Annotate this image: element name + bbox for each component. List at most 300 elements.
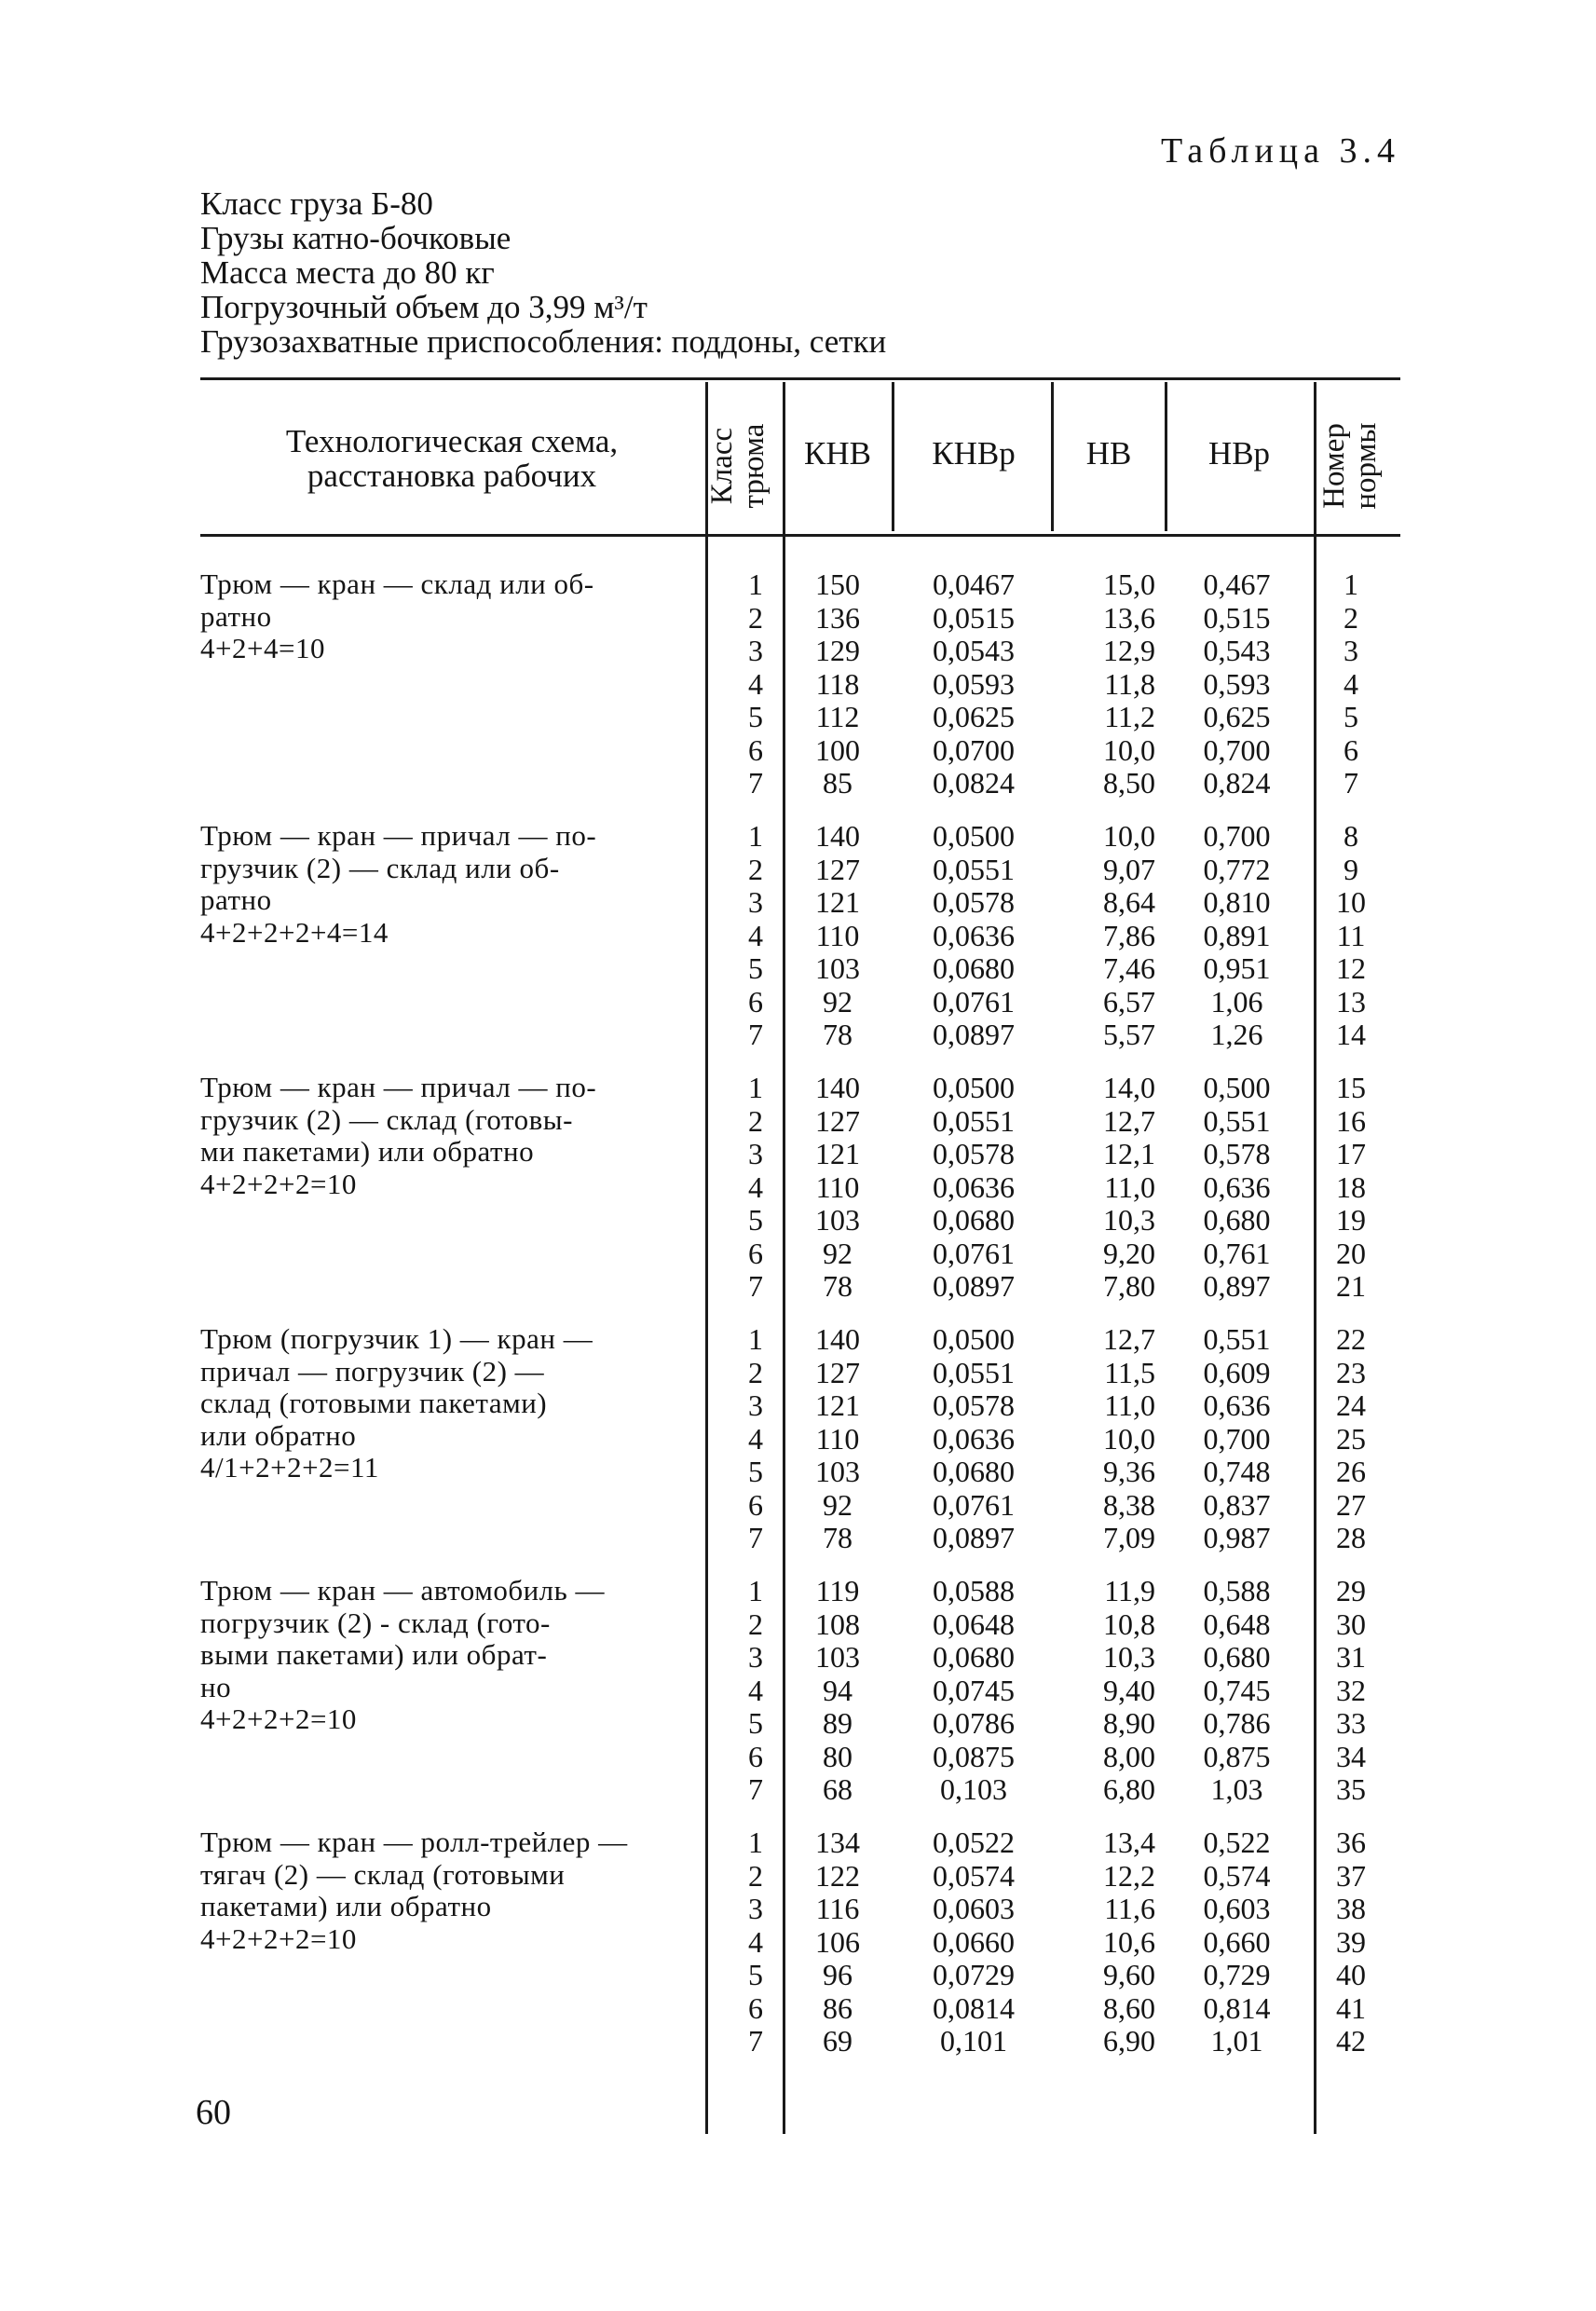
nv-r-cell: 0,680 [1203, 1640, 1271, 1674]
nv-cell: 12,1 [1103, 1137, 1155, 1170]
nv-cell: 11,0 [1104, 1388, 1155, 1422]
norm-number-cell: 15 [1336, 1071, 1366, 1104]
nv-cell: 6,57 [1103, 984, 1155, 1019]
nv-cell: 7,46 [1103, 951, 1155, 985]
knv-cell: 127 [815, 852, 860, 886]
nv-r-cell: 1,03 [1210, 1772, 1263, 1806]
hold-class-cell: 1 [748, 1071, 763, 1104]
scheme-line: склад (готовыми пакетами) [200, 1387, 548, 1419]
nv-cell: 10,0 [1103, 819, 1155, 853]
scheme-line: ми пакетами) или обратно [200, 1135, 535, 1168]
nv-r-cell: 0,810 [1203, 885, 1271, 919]
knv-r-cell: 0,0636 [933, 1169, 1015, 1204]
hold-class-cell: 7 [748, 1269, 763, 1303]
hold-class-cell: 2 [748, 600, 763, 635]
knv-r-cell: 0,0578 [933, 885, 1015, 919]
nv-cell: 12,7 [1103, 1103, 1155, 1138]
nv-r-cell: 0,522 [1203, 1826, 1271, 1859]
norm-number-cell: 16 [1336, 1103, 1366, 1138]
knv-cell: 116 [815, 1892, 860, 1925]
hold-class-cell: 5 [748, 1203, 763, 1237]
nv-cell: 10,8 [1103, 1607, 1155, 1641]
knv-r-cell: 0,0593 [933, 666, 1015, 701]
norm-number-cell: 24 [1336, 1388, 1366, 1422]
nv-r-cell: 0,543 [1203, 634, 1271, 667]
header-scheme-line: Технологическая схема, [285, 423, 619, 459]
hold-class-cell: 2 [748, 1607, 763, 1641]
knv-r-cell: 0,0680 [933, 1640, 1015, 1674]
scheme-text [200, 1575, 694, 1736]
nv-r-cell: 0,500 [1203, 1071, 1271, 1104]
norm-number-cell: 40 [1336, 1958, 1366, 1991]
norm-number-cell: 32 [1336, 1673, 1366, 1707]
nv-cell: 11,9 [1104, 1574, 1155, 1607]
nv-r-cell: 0,772 [1203, 852, 1271, 886]
nv-r-cell: 0,515 [1203, 600, 1271, 635]
hold-class-cell: 3 [748, 1388, 763, 1422]
nv-cell: 9,07 [1103, 852, 1155, 886]
nv-cell: 7,86 [1103, 918, 1155, 952]
nv-cell: 10,3 [1103, 1203, 1155, 1237]
knv-cell: 103 [815, 1203, 860, 1237]
norm-number-cell: 30 [1336, 1607, 1366, 1641]
knv-r-cell: 0,0648 [933, 1607, 1015, 1641]
knv-cell: 85 [823, 766, 853, 800]
table-top-rule [200, 377, 1400, 380]
norm-number-cell: 9 [1344, 852, 1358, 886]
nv-cell: 10,0 [1103, 1421, 1155, 1456]
norm-number-cell: 8 [1344, 819, 1358, 853]
nv-cell: 12,7 [1103, 1322, 1155, 1356]
knv-r-cell: 0,0551 [933, 852, 1015, 886]
norm-number-cell: 10 [1336, 885, 1366, 919]
hold-class-cell: 5 [748, 1455, 763, 1488]
nv-cell: 8,90 [1103, 1706, 1155, 1740]
norm-number-cell: 4 [1344, 666, 1358, 701]
cargo-mass-line: Масса места до 80 кг [200, 254, 495, 291]
norm-number-cell: 20 [1336, 1236, 1366, 1270]
hold-class-cell: 6 [748, 732, 763, 767]
nv-cell: 8,50 [1103, 766, 1155, 800]
nv-cell: 11,8 [1104, 666, 1155, 701]
nv-cell: 13,4 [1103, 1826, 1155, 1859]
knv-cell: 140 [815, 1322, 860, 1356]
nv-r-cell: 0,636 [1203, 1169, 1271, 1204]
table-label: Таблица 3.4 [1160, 131, 1400, 171]
hold-class-cell: 4 [748, 1673, 763, 1707]
nv-r-cell: 0,700 [1203, 732, 1271, 767]
norm-number-cell: 27 [1336, 1487, 1366, 1522]
norm-number-cell: 34 [1336, 1739, 1366, 1773]
scheme-line: пакетами) или обратно [200, 1890, 492, 1922]
knv-r-cell: 0,0543 [933, 634, 1015, 667]
scheme-line: причал — погрузчик (2) — [200, 1354, 545, 1388]
nv-cell: 14,0 [1103, 1071, 1155, 1104]
knv-cell: 112 [815, 700, 860, 733]
nv-cell: 5,57 [1103, 1018, 1155, 1051]
hold-class-cell: 3 [748, 634, 763, 667]
scheme-line: Трюм — кран — причал — по- [200, 1071, 597, 1103]
norm-number-cell: 23 [1336, 1355, 1366, 1389]
column-divider [783, 382, 785, 2134]
norm-number-cell: 25 [1336, 1421, 1366, 1456]
nv-r-cell: 0,837 [1203, 1487, 1271, 1522]
nv-r-cell: 1,26 [1210, 1018, 1263, 1051]
scheme-line: 4+2+2+2=10 [200, 1167, 357, 1200]
nv-r-cell: 0,987 [1203, 1521, 1271, 1554]
scheme-line: но [200, 1670, 232, 1703]
knv-cell: 121 [815, 885, 860, 919]
nv-cell: 11,6 [1104, 1892, 1155, 1925]
norm-number-cell: 13 [1336, 984, 1366, 1019]
hold-class-cell: 3 [748, 885, 763, 919]
hold-class-cell: 6 [748, 1990, 763, 2025]
nv-r-cell: 0,636 [1203, 1388, 1271, 1422]
knv-cell: 92 [823, 1236, 853, 1270]
nv-cell: 7,80 [1103, 1269, 1155, 1303]
header-norm-number [1318, 391, 1393, 540]
norm-number-cell: 36 [1336, 1826, 1366, 1859]
knv-cell: 110 [815, 918, 860, 952]
nv-r-cell: 0,748 [1203, 1455, 1271, 1488]
nv-cell: 8,38 [1103, 1487, 1155, 1522]
nv-cell: 9,40 [1103, 1673, 1155, 1707]
nv-r-cell: 0,625 [1203, 700, 1271, 733]
header-norm-number-line: нормы [1349, 422, 1383, 510]
knv-cell: 89 [823, 1706, 853, 1740]
knv-r-cell: 0,0786 [933, 1706, 1015, 1740]
nv-r-cell: 0,745 [1203, 1673, 1271, 1707]
knv-r-cell: 0,0574 [933, 1858, 1015, 1893]
nv-r-cell: 0,761 [1203, 1236, 1271, 1270]
knv-cell: 110 [815, 1169, 860, 1204]
nv-r-cell: 1,06 [1210, 984, 1263, 1019]
norm-number-cell: 2 [1344, 600, 1358, 635]
hold-class-cell: 2 [748, 1103, 763, 1138]
scheme-line: 4+2+4=10 [200, 632, 325, 664]
nv-cell: 9,60 [1103, 1958, 1155, 1991]
column-divider [705, 382, 708, 2134]
hold-class-cell: 7 [748, 1018, 763, 1051]
knv-r-cell: 0,0761 [933, 1236, 1015, 1270]
nv-cell: 11,5 [1104, 1355, 1155, 1389]
nv-r-cell: 0,660 [1203, 1924, 1271, 1959]
cargo-class-line: Класс груза Б-80 [200, 185, 433, 222]
knv-cell: 136 [815, 600, 860, 635]
nv-cell: 10,0 [1103, 732, 1155, 767]
knv-cell: 78 [823, 1521, 853, 1554]
knv-r-cell: 0,0551 [933, 1103, 1015, 1138]
nv-cell: 6,80 [1103, 1772, 1155, 1806]
scheme-line: грузчик (2) — склад или об- [200, 851, 560, 884]
hold-class-cell: 6 [748, 1487, 763, 1522]
norm-number-cell: 7 [1344, 766, 1358, 800]
nv-r-cell: 0,951 [1203, 951, 1271, 985]
nv-cell: 13,6 [1103, 600, 1155, 635]
knv-r-cell: 0,101 [940, 2024, 1007, 2058]
norm-number-cell: 29 [1336, 1574, 1366, 1607]
hold-class-cell: 2 [748, 1858, 763, 1893]
cargo-description [200, 186, 886, 359]
header-knv: КНВ [804, 435, 871, 472]
norm-number-cell: 5 [1344, 700, 1358, 733]
nv-cell: 8,60 [1103, 1990, 1155, 2025]
nv-cell: 9,20 [1103, 1236, 1155, 1270]
knv-r-cell: 0,0636 [933, 918, 1015, 952]
norm-number-cell: 38 [1336, 1892, 1366, 1925]
hold-class-cell: 5 [748, 1958, 763, 1991]
scheme-line: Трюм — кран — автомобиль — [200, 1574, 606, 1607]
hold-class-cell: 6 [748, 1236, 763, 1270]
norm-number-cell: 26 [1336, 1455, 1366, 1488]
nv-r-cell: 0,680 [1203, 1203, 1271, 1237]
norm-number-cell: 22 [1336, 1322, 1366, 1356]
nv-cell: 10,3 [1103, 1640, 1155, 1674]
scheme-line: 4+2+2+2+4=14 [200, 915, 389, 949]
hold-class-cell: 4 [748, 918, 763, 952]
knv-cell: 96 [823, 1958, 853, 1991]
scheme-line: погрузчик (2) - склад (гото- [200, 1606, 551, 1639]
norm-number-cell: 6 [1344, 732, 1358, 767]
knv-cell: 119 [815, 1574, 860, 1607]
nv-cell: 15,0 [1103, 567, 1155, 601]
knv-cell: 68 [823, 1772, 853, 1806]
scheme-line: ратно [200, 599, 272, 633]
knv-cell: 92 [823, 984, 853, 1019]
hold-class-cell: 6 [748, 1739, 763, 1773]
nv-r-cell: 0,551 [1203, 1322, 1271, 1356]
scheme-text [200, 1323, 694, 1484]
norm-number-cell: 31 [1336, 1640, 1366, 1674]
nv-cell: 12,2 [1103, 1858, 1155, 1893]
header-nv: НВ [1085, 435, 1132, 472]
knv-cell: 108 [815, 1607, 860, 1641]
knv-cell: 121 [815, 1137, 860, 1170]
nv-cell: 9,36 [1103, 1455, 1155, 1488]
knv-r-cell: 0,0515 [933, 600, 1015, 635]
knv-cell: 103 [815, 951, 860, 985]
scheme-line: выми пакетами) или обрат- [200, 1638, 548, 1671]
scheme-line: 4+2+2+2=10 [200, 1702, 357, 1735]
hold-class-cell: 3 [748, 1640, 763, 1674]
knv-cell: 78 [823, 1018, 853, 1051]
nv-cell: 12,9 [1103, 634, 1155, 667]
nv-cell: 8,64 [1103, 885, 1155, 919]
norm-number-cell: 33 [1336, 1706, 1366, 1740]
hold-class-cell: 4 [748, 1421, 763, 1456]
nv-r-cell: 0,609 [1203, 1355, 1271, 1389]
scheme-text [200, 1072, 694, 1200]
scheme-text [200, 568, 694, 665]
scheme-line: Трюм (погрузчик 1) — кран — [200, 1322, 593, 1355]
knv-r-cell: 0,0522 [933, 1826, 1015, 1859]
norm-number-cell: 21 [1336, 1269, 1366, 1303]
knv-cell: 106 [815, 1924, 860, 1959]
norm-number-cell: 41 [1336, 1990, 1366, 2025]
norm-number-cell: 11 [1336, 918, 1366, 952]
hold-class-cell: 7 [748, 766, 763, 800]
nv-r-cell: 0,729 [1203, 1958, 1271, 1991]
knv-r-cell: 0,0578 [933, 1137, 1015, 1170]
hold-class-cell: 5 [748, 951, 763, 985]
knv-r-cell: 0,0700 [933, 732, 1015, 767]
knv-r-cell: 0,0625 [933, 700, 1015, 733]
norm-number-cell: 19 [1336, 1203, 1366, 1237]
knv-r-cell: 0,0897 [933, 1521, 1015, 1554]
column-divider [892, 382, 894, 531]
cargo-type-line: Грузы катно-бочковые [200, 220, 512, 256]
norm-number-cell: 18 [1336, 1169, 1366, 1204]
hold-class-cell: 7 [748, 2024, 763, 2058]
norm-number-cell: 39 [1336, 1924, 1366, 1959]
header-nv-r: НВр [1207, 435, 1271, 472]
knv-r-cell: 0,0680 [933, 951, 1015, 985]
knv-r-cell: 0,0500 [933, 1071, 1015, 1104]
knv-r-cell: 0,0500 [933, 819, 1015, 853]
knv-cell: 129 [815, 634, 860, 667]
column-divider [1051, 382, 1054, 531]
norm-number-cell: 37 [1336, 1858, 1366, 1893]
nv-r-cell: 0,875 [1203, 1739, 1271, 1773]
norm-number-cell: 14 [1336, 1018, 1366, 1051]
hold-class-cell: 7 [748, 1521, 763, 1554]
knv-cell: 69 [823, 2024, 853, 2058]
hold-class-cell: 4 [748, 666, 763, 701]
nv-r-cell: 0,574 [1203, 1858, 1271, 1893]
hold-class-cell: 5 [748, 1706, 763, 1740]
knv-cell: 140 [815, 1071, 860, 1104]
scheme-line: Трюм — кран — причал — по- [200, 819, 597, 852]
scheme-line: Трюм — кран — склад или об- [200, 567, 594, 600]
knv-cell: 103 [815, 1640, 860, 1674]
knv-cell: 127 [815, 1355, 860, 1389]
scheme-text [200, 820, 694, 949]
nv-r-cell: 0,603 [1203, 1892, 1271, 1925]
knv-cell: 121 [815, 1388, 860, 1422]
nv-cell: 11,2 [1104, 700, 1155, 733]
scheme-line: ратно [200, 883, 272, 916]
knv-r-cell: 0,0875 [933, 1739, 1015, 1773]
knv-r-cell: 0,0761 [933, 1487, 1015, 1522]
header-scheme [200, 424, 703, 493]
nv-cell: 7,09 [1103, 1521, 1155, 1554]
hold-class-cell: 5 [748, 700, 763, 733]
hold-class-cell: 1 [748, 1322, 763, 1356]
header-hold-class [706, 391, 781, 540]
scheme-line: 4/1+2+2+2=11 [200, 1451, 379, 1484]
hold-class-cell: 1 [748, 567, 763, 601]
cargo-volume-line: Погрузочный объем до 3,99 м³/т [200, 289, 648, 325]
norm-number-cell: 28 [1336, 1521, 1366, 1554]
nv-r-cell: 0,897 [1203, 1269, 1271, 1303]
knv-cell: 150 [815, 567, 860, 601]
scheme-line: или обратно [200, 1418, 357, 1452]
hold-class-cell: 4 [748, 1169, 763, 1204]
knv-cell: 80 [823, 1739, 853, 1773]
scheme-line: Трюм — кран — ролл-трейлер — [200, 1826, 628, 1858]
knv-r-cell: 0,0680 [933, 1455, 1015, 1488]
nv-cell: 8,00 [1103, 1739, 1155, 1773]
hold-class-cell: 1 [748, 819, 763, 853]
nv-r-cell: 0,648 [1203, 1607, 1271, 1641]
norm-number-cell: 12 [1336, 951, 1366, 985]
nv-cell: 10,6 [1103, 1924, 1155, 1959]
nv-r-cell: 0,786 [1203, 1706, 1271, 1740]
scheme-line: 4+2+2+2=10 [200, 1921, 357, 1955]
knv-r-cell: 0,0603 [933, 1892, 1015, 1925]
nv-r-cell: 0,700 [1203, 819, 1271, 853]
hold-class-cell: 1 [748, 1574, 763, 1607]
page-number: 60 [196, 2093, 231, 2132]
column-divider [1165, 382, 1167, 531]
hold-class-cell: 3 [748, 1892, 763, 1925]
knv-cell: 118 [815, 666, 860, 701]
header-knv-r: КНВр [932, 435, 1016, 472]
nv-r-cell: 1,01 [1210, 2024, 1263, 2058]
knv-r-cell: 0,0897 [933, 1018, 1015, 1051]
knv-r-cell: 0,0660 [933, 1924, 1015, 1959]
knv-cell: 86 [823, 1990, 853, 2025]
hold-class-cell: 3 [748, 1137, 763, 1170]
scheme-line: тягач (2) — склад (готовыми [200, 1857, 566, 1891]
knv-cell: 140 [815, 819, 860, 853]
hold-class-cell: 7 [748, 1772, 763, 1806]
hold-class-cell: 1 [748, 1826, 763, 1859]
header-norm-number-line: Номер [1317, 423, 1351, 509]
knv-r-cell: 0,0814 [933, 1990, 1015, 2025]
knv-cell: 94 [823, 1673, 853, 1707]
hold-class-cell: 6 [748, 984, 763, 1019]
scheme-line: грузчик (2) — склад (готовы- [200, 1102, 573, 1136]
header-hold-class-line: Класс [705, 427, 739, 505]
knv-cell: 103 [815, 1455, 860, 1488]
nv-r-cell: 0,814 [1203, 1990, 1271, 2025]
nv-r-cell: 0,578 [1203, 1137, 1271, 1170]
knv-cell: 127 [815, 1103, 860, 1138]
knv-r-cell: 0,0761 [933, 984, 1015, 1019]
nv-r-cell: 0,551 [1203, 1103, 1271, 1138]
knv-cell: 78 [823, 1269, 853, 1303]
norm-number-cell: 35 [1336, 1772, 1366, 1806]
nv-r-cell: 0,593 [1203, 666, 1271, 701]
table-header-rule [200, 534, 1400, 537]
knv-r-cell: 0,0551 [933, 1355, 1015, 1389]
knv-r-cell: 0,0729 [933, 1958, 1015, 1991]
norm-number-cell: 17 [1336, 1137, 1366, 1170]
hold-class-cell: 2 [748, 852, 763, 886]
scheme-text [200, 1826, 694, 1955]
knv-r-cell: 0,0897 [933, 1269, 1015, 1303]
knv-r-cell: 0,0824 [933, 766, 1015, 800]
norm-number-cell: 1 [1344, 567, 1358, 601]
header-scheme-line: расстановка рабочих [307, 458, 597, 494]
nv-cell: 6,90 [1103, 2024, 1155, 2058]
nv-r-cell: 0,467 [1203, 567, 1271, 601]
knv-cell: 100 [815, 732, 860, 767]
knv-cell: 92 [823, 1487, 853, 1522]
knv-r-cell: 0,103 [940, 1772, 1007, 1806]
cargo-gear-line: Грузозахватные приспособления: поддоны, сетки [200, 323, 887, 360]
nv-r-cell: 0,700 [1203, 1421, 1271, 1456]
knv-r-cell: 0,0578 [933, 1388, 1015, 1422]
knv-r-cell: 0,0467 [933, 567, 1015, 601]
nv-cell: 11,0 [1104, 1169, 1155, 1204]
nv-r-cell: 0,891 [1203, 918, 1271, 952]
knv-cell: 110 [815, 1421, 860, 1456]
norm-number-cell: 3 [1344, 634, 1358, 667]
knv-r-cell: 0,0745 [933, 1673, 1015, 1707]
knv-r-cell: 0,0680 [933, 1203, 1015, 1237]
